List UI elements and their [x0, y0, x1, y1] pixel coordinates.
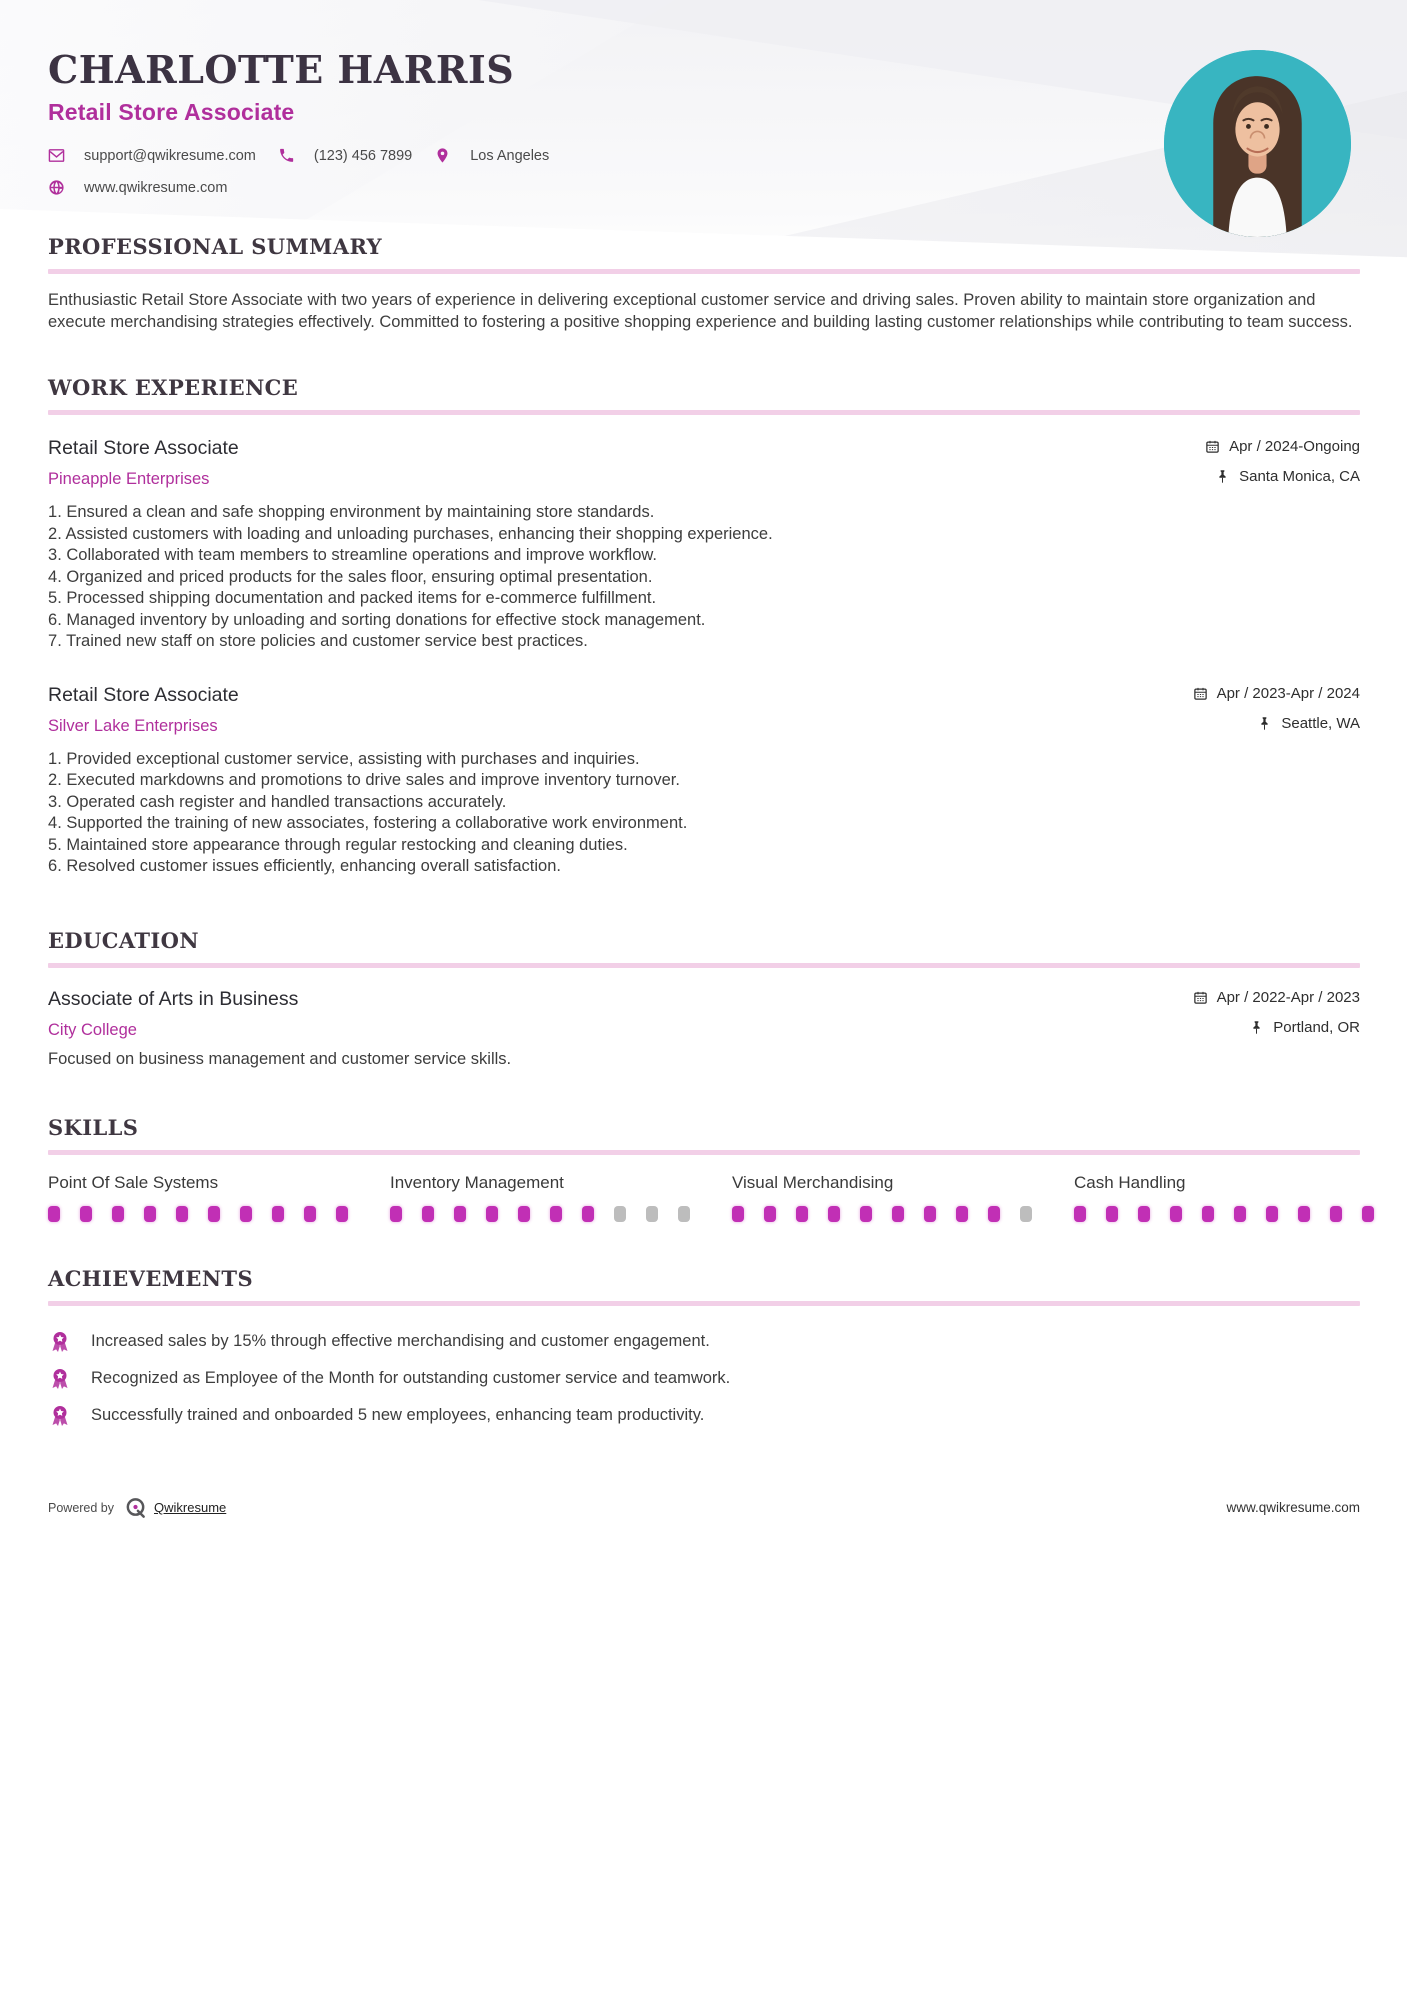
section-divider	[48, 1301, 1360, 1306]
rating-dot-empty	[1020, 1206, 1032, 1222]
job-duty: Managed inventory by unloading and sorting donations for effective stock management.	[66, 610, 706, 629]
achievement-item	[48, 1404, 1360, 1428]
job-company: Silver Lake Enterprises	[48, 716, 218, 735]
contact-location-value: Los Angeles	[470, 147, 550, 164]
job-duty: Operated cash register and handled transactions accurately.	[66, 792, 507, 811]
job-duty: Supported the training of new associates, fostering a collaborative work environment.	[66, 814, 688, 832]
rating-dot-filled	[764, 1206, 776, 1222]
job-duties-list	[48, 502, 1360, 653]
job-dates: Apr / 2024-Ongoing	[1205, 438, 1360, 455]
rating-dot-filled	[1074, 1206, 1086, 1222]
contact-website-value: www.qwikresume.com	[84, 179, 228, 196]
skill-item	[48, 1173, 348, 1222]
rating-dot-filled	[892, 1206, 904, 1222]
skill-rating-dots	[732, 1206, 1032, 1222]
medal-icon	[48, 1404, 72, 1428]
achievement-text: Increased sales by 15% through effective merchandising and customer engagement.	[91, 1332, 710, 1350]
rating-dot-filled	[80, 1206, 92, 1222]
skill-item	[390, 1173, 690, 1222]
medal-icon	[48, 1330, 72, 1354]
rating-dot-filled	[112, 1206, 124, 1222]
achievement-item	[48, 1330, 1360, 1354]
job-duty: Resolved customer issues efficiently, enhancing overall satisfaction.	[66, 857, 561, 875]
contact-location	[434, 147, 549, 164]
medal-icon	[48, 1367, 72, 1391]
calendar-icon	[1205, 439, 1220, 454]
skill-name: Cash Handling	[1074, 1172, 1186, 1192]
pushpin-icon	[1215, 469, 1230, 484]
envelope-icon	[48, 147, 65, 164]
section-divider	[48, 963, 1360, 968]
rating-dot-filled	[1330, 1206, 1342, 1222]
person-job-title: Retail Store Associate	[48, 99, 295, 125]
phone-icon	[278, 147, 295, 164]
contact-email	[48, 147, 256, 164]
rating-dot-filled	[240, 1206, 252, 1222]
calendar-icon	[1193, 990, 1208, 1005]
section-work-experience	[48, 375, 1360, 878]
education-degree: Associate of Arts in Business	[48, 987, 299, 1010]
rating-dot-filled	[336, 1206, 348, 1222]
contact-block	[48, 147, 1360, 196]
job-dates: Apr / 2023-Apr / 2024	[1193, 685, 1360, 702]
job-duty: Collaborated with team members to streamline operations and improve workflow.	[66, 546, 657, 564]
globe-icon	[48, 179, 65, 196]
education-entry	[48, 988, 1360, 1069]
resume-header	[48, 0, 1360, 196]
rating-dot-filled	[304, 1206, 316, 1222]
rating-dot-filled	[272, 1206, 284, 1222]
contact-website[interactable]	[48, 179, 227, 196]
skill-name: Visual Merchandising	[732, 1172, 894, 1192]
rating-dot-filled	[550, 1206, 562, 1222]
job-title: Retail Store Associate	[48, 437, 239, 459]
achievement-item	[48, 1367, 1360, 1391]
job-duty: Provided exceptional customer service, assisting with purchases and inquiries.	[66, 749, 640, 768]
job-duty: Processed shipping documentation and packed items for e-commerce fulfillment.	[66, 589, 657, 607]
education-location: Portland, OR	[1249, 1019, 1360, 1036]
rating-dot-filled	[208, 1206, 220, 1222]
achievement-text: Recognized as Employee of the Month for outstanding customer service and teamwork.	[91, 1369, 731, 1387]
pushpin-icon	[1257, 716, 1272, 731]
qwikresume-link[interactable]: Qwikresume	[154, 1500, 227, 1515]
job-title: Retail Store Associate	[48, 683, 239, 706]
pin-icon	[434, 147, 451, 164]
rating-dot-filled	[518, 1206, 530, 1222]
job-duty: Organized and priced products for the sales floor, ensuring optimal presentation.	[66, 567, 653, 586]
education-school: City College	[48, 1020, 137, 1039]
page-footer	[48, 1496, 1360, 1519]
job-location: Seattle, WA	[1257, 715, 1360, 732]
rating-dot-filled	[390, 1206, 402, 1222]
education-heading: EDUCATION	[48, 927, 199, 953]
avatar	[1164, 50, 1351, 237]
person-name: CHARLOTTE HARRIS	[48, 47, 515, 92]
section-professional-summary	[48, 234, 1360, 333]
job-duty: Ensured a clean and safe shopping environment by maintaining store standards.	[66, 503, 655, 521]
rating-dot-filled	[988, 1206, 1000, 1222]
experience-heading: WORK EXPERIENCE	[48, 375, 299, 400]
section-divider	[48, 410, 1360, 415]
rating-dot-filled	[422, 1206, 434, 1222]
job-entry	[48, 684, 1360, 878]
section-divider	[48, 269, 1360, 274]
contact-email-value: support@qwikresume.com	[84, 147, 256, 164]
rating-dot-filled	[1266, 1206, 1278, 1222]
rating-dot-filled	[732, 1206, 744, 1222]
education-description: Focused on business management and customer service skills.	[48, 1049, 512, 1068]
footer-website-link[interactable]: www.qwikresume.com	[1226, 1500, 1360, 1515]
summary-text: Enthusiastic Retail Store Associate with two years of experience in delivering exceptional customer service and driving sales. Proven ability to maintain store organization and execute merchandising strategies effectively. Committed to fostering a positive shopping experience and building lasting customer relationships while contributing to team success.	[48, 291, 1353, 331]
powered-by-label: Powered by	[48, 1500, 115, 1515]
job-company: Pineapple Enterprises	[48, 470, 210, 488]
job-duty: Maintained store appearance through regular restocking and cleaning duties.	[66, 835, 628, 854]
skills-heading: SKILLS	[48, 1114, 139, 1140]
rating-dot-empty	[646, 1206, 658, 1222]
rating-dot-filled	[956, 1206, 968, 1222]
rating-dot-filled	[144, 1206, 156, 1222]
achievement-text: Successfully trained and onboarded 5 new employees, enhancing team productivity.	[91, 1406, 705, 1424]
rating-dot-filled	[924, 1206, 936, 1222]
contact-phone-value: (123) 456 7899	[313, 147, 413, 164]
rating-dot-filled	[1362, 1206, 1374, 1222]
job-location: Santa Monica, CA	[1215, 468, 1360, 485]
rating-dot-filled	[454, 1206, 466, 1222]
section-achievements	[48, 1266, 1360, 1428]
skill-item	[1074, 1173, 1374, 1222]
section-divider	[48, 1150, 1360, 1155]
rating-dot-filled	[828, 1206, 840, 1222]
skill-rating-dots	[48, 1206, 348, 1222]
job-duty: Trained new staff on store policies and customer service best practices.	[66, 632, 588, 650]
rating-dot-empty	[614, 1206, 626, 1222]
rating-dot-filled	[1106, 1206, 1118, 1222]
rating-dot-filled	[796, 1206, 808, 1222]
job-duty: Assisted customers with loading and unloading purchases, enhancing their shopping experience.	[65, 524, 773, 543]
rating-dot-filled	[48, 1206, 60, 1222]
job-duty: Executed markdowns and promotions to drive sales and improve inventory turnover.	[66, 771, 680, 789]
calendar-icon	[1193, 686, 1208, 701]
skill-item	[732, 1173, 1032, 1222]
achievements-list	[48, 1330, 1360, 1428]
section-skills	[48, 1115, 1360, 1222]
rating-dot-filled	[1138, 1206, 1150, 1222]
skills-grid	[48, 1173, 1360, 1222]
summary-heading: PROFESSIONAL SUMMARY	[48, 234, 383, 259]
avatar-illustration	[1164, 50, 1351, 237]
rating-dot-filled	[1202, 1206, 1214, 1222]
section-education	[48, 928, 1360, 1069]
skill-rating-dots	[1074, 1206, 1374, 1222]
qwikresume-logo	[124, 1496, 147, 1519]
rating-dot-filled	[1234, 1206, 1246, 1222]
skill-rating-dots	[390, 1206, 690, 1222]
skill-name: Point Of Sale Systems	[48, 1172, 219, 1192]
pushpin-icon	[1249, 1020, 1264, 1035]
contact-phone	[278, 147, 412, 164]
rating-dot-empty	[678, 1206, 690, 1222]
achievements-heading: ACHIEVEMENTS	[48, 1265, 254, 1291]
rating-dot-filled	[860, 1206, 872, 1222]
job-entry	[48, 437, 1360, 653]
rating-dot-filled	[176, 1206, 188, 1222]
rating-dot-filled	[1170, 1206, 1182, 1222]
education-dates: Apr / 2022-Apr / 2023	[1193, 989, 1360, 1006]
skill-name: Inventory Management	[390, 1172, 564, 1192]
rating-dot-filled	[582, 1206, 594, 1222]
rating-dot-filled	[486, 1206, 498, 1222]
job-duties-list	[48, 749, 1360, 878]
rating-dot-filled	[1298, 1206, 1310, 1222]
